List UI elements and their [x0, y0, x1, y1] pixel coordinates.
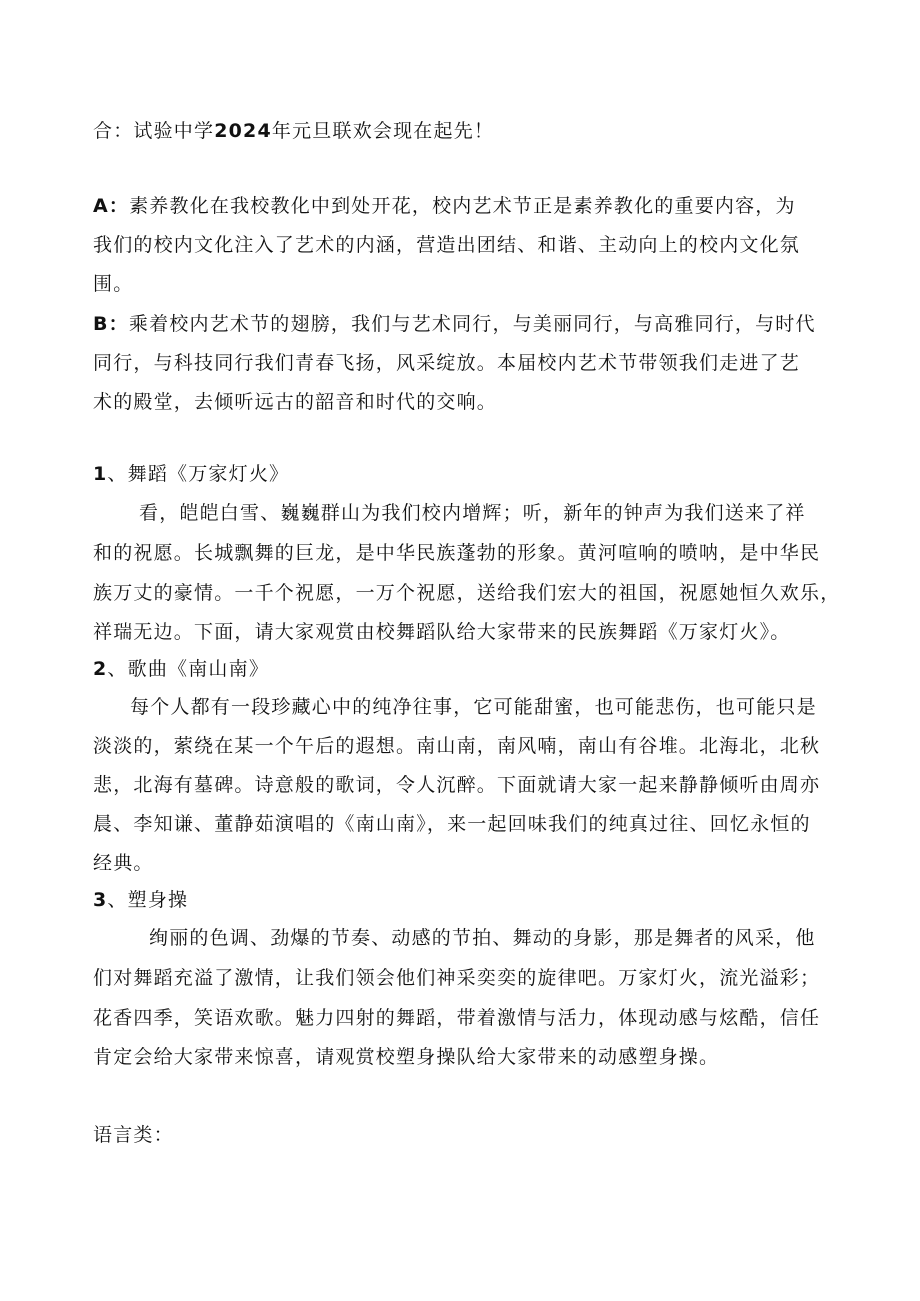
program-1-line-1: 看，皑皑白雪、巍巍群山为我们校内增辉；听，新年的钟声为我们送来了祥 — [139, 502, 806, 524]
host-a-text-1: 素养教化在我校教化中到处开花，校内艺术节正是素养教化的重要内容，为 — [129, 195, 796, 217]
program-2-line-3: 悲，北海有墓碑。诗意般的歌词，令人沉醉。下面就请大家一起来静静倾听由周亦 — [93, 774, 821, 796]
opening-line — [93, 118, 494, 144]
program-3-line-4: 肯定会给大家带来惊喜，请观赏校塑身操队给大家带来的动感塑身操。 — [93, 1046, 720, 1068]
program-3-title: 、塑身操 — [107, 889, 189, 911]
host-a-line-2: 我们的校内文化注入了艺术的内涵，营造出团结、和谐、主动向上的校内文化氛 — [93, 234, 801, 256]
host-b-text-1: 乘着校内艺术节的翅膀，我们与艺术同行，与美丽同行，与高雅同行，与时代 — [128, 313, 816, 335]
program-2-heading — [93, 656, 269, 682]
host-b-line-1 — [93, 311, 816, 337]
opening-text-pre: 试验中学 — [133, 120, 215, 142]
program-2-line-1: 每个人都有一段珍藏心中的纯净往事，它可能甜蜜，也可能悲伤，也可能只是 — [130, 696, 817, 718]
program-1-number: 1 — [93, 463, 108, 485]
program-1-heading — [93, 461, 289, 487]
host-a-line-3: 围。 — [93, 273, 134, 295]
host-a-label: A： — [93, 195, 130, 217]
program-2-number: 2 — [93, 658, 108, 680]
program-2-title: 、歌曲《南山南》 — [107, 658, 270, 680]
program-3-line-1: 绚丽的色调、劲爆的节奏、动感的节拍、舞动的身影，那是舞者的风采，他 — [149, 927, 816, 949]
program-2-line-5: 经典。 — [93, 852, 154, 874]
host-b-line-2: 同行，与科技同行我们青春飞扬，风采绽放。本届校内艺术节带领我们走进了艺 — [93, 352, 801, 374]
host-a-line-1 — [93, 193, 796, 219]
opening-speaker: 合： — [93, 120, 134, 142]
opening-text-post: 年元旦联欢会现在起先！ — [271, 120, 495, 142]
program-2-line-4: 晨、李知谦、董静茹演唱的《南山南》，来一起回味我们的纯真过往、回忆永恒的 — [93, 813, 811, 835]
section-language-heading: 语言类： — [93, 1124, 174, 1146]
host-b-label: B： — [93, 313, 129, 335]
program-3-line-2: 们对舞蹈充溢了激情，让我们领会他们神采奕奕的旋律吧。万家灯火，流光溢彩； — [93, 967, 821, 989]
program-1-line-3: 族万丈的豪情。一千个祝愿，一万个祝愿，送给我们宏大的祖国，祝愿她恒久欢乐， — [93, 582, 841, 604]
host-b-line-3: 术的殿堂，去倾听远古的韶音和时代的交响。 — [93, 391, 498, 413]
program-1-line-2: 和的祝愿。长城飘舞的巨龙，是中华民族蓬勃的形象。黄河喧响的喷呐，是中华民 — [93, 542, 821, 564]
opening-year: 2024 — [214, 120, 272, 142]
program-2-line-2: 淡淡的，萦绕在某一个午后的遐想。南山南，南风喃，南山有谷堆。北海北，北秋 — [93, 735, 821, 757]
program-3-number: 3 — [93, 889, 108, 911]
program-3-heading — [93, 887, 188, 913]
program-3-line-3: 花香四季，笑语欢歌。魅力四射的舞蹈，带着激情与活力，体现动感与炫酷，信任 — [93, 1007, 821, 1029]
program-1-line-4: 祥瑞无边。下面，请大家观赏由校舞蹈队给大家带来的民族舞蹈《万家灯火》。 — [93, 621, 791, 643]
program-1-title: 、舞蹈《万家灯火》 — [107, 463, 290, 485]
